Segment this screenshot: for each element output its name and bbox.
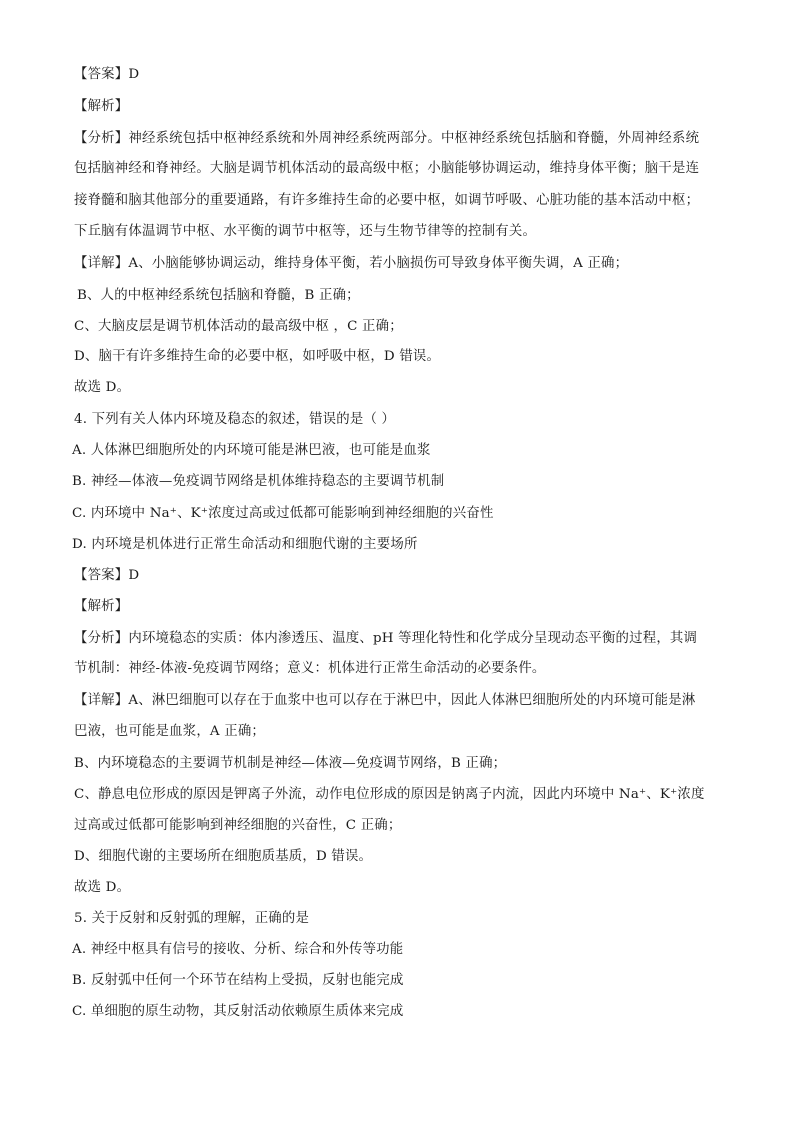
question-4-option-a: A. 人体淋巴细胞所处的内环境可能是淋巴液，也可能是血浆 — [72, 443, 431, 458]
conclusion-line: 故选 D。 — [74, 880, 131, 895]
detail-text-line: C、静息电位形成的原因是钾离子外流，动作电位形成的原因是钠离子内流，因此内环境中 Na⁺、K⁺浓度 — [74, 787, 705, 802]
detail-text-line: C、大脑皮层是调节机体活动的最高级中枢 ，C 正确； — [74, 319, 403, 334]
analysis-text-line: 【分析】神经系统包括中枢神经系统和外周神经系统两部分。中枢神经系统包括脑和脊髓，外周神经系统 — [74, 131, 700, 146]
question-4-option-d: D. 内环境是机体进行正常生命活动和细胞代谢的主要场所 — [72, 537, 418, 552]
analysis-text-line: 下丘脑有体温调节中枢、水平衡的调节中枢等，还与生物节律等的控制有关。 — [74, 224, 537, 239]
detail-text-line: 巴液，也可能是血浆，A 正确； — [74, 724, 266, 739]
analysis-heading-q3: 【解析】 — [74, 99, 129, 114]
detail-text-line: D、脑干有许多维持生命的必要中枢，如呼吸中枢，D 错误。 — [74, 349, 441, 364]
detail-text-line: 过高或过低都可能影响到神经细胞的兴奋性，C 正确； — [74, 818, 402, 833]
detail-text-line: 【详解】A、小脑能够协调运动，维持身体平衡，若小脑损伤可导致身体平衡失调，A 正确； — [74, 256, 629, 271]
conclusion-line: 故选 D。 — [74, 380, 131, 395]
question-5-option-a: A. 神经中枢具有信号的接收、分析、综合和外传等功能 — [72, 942, 404, 957]
question-4-option-c: C. 内环境中 Na⁺、K⁺浓度过高或过低都可能影响到神经细胞的兴奋性 — [72, 506, 494, 521]
analysis-text-line: 节机制：神经-体液-免疫调节网络；意义：机体进行正常生命活动的必要条件。 — [74, 661, 546, 676]
question-5-option-b: B. 反射弧中任何一个环节在结构上受损，反射也能完成 — [72, 973, 404, 988]
detail-text-line: B、人的中枢神经系统包括脑和脊髓，B 正确； — [77, 288, 360, 303]
answer-label-q4: 【答案】D — [74, 568, 140, 583]
question-5-option-c: C. 单细胞的原生动物，其反射活动依赖原生质体来完成 — [72, 1004, 404, 1019]
detail-text-line: D、细胞代谢的主要场所在细胞质基质，D 错误。 — [74, 849, 373, 864]
analysis-text-line: 【分析】内环境稳态的实质：体内渗透压、温度、pH 等理化特性和化学成分呈现动态平衡的过程，其调 — [74, 631, 698, 646]
question-5-stem: 5. 关于反射和反射弧的理解，正确的是 — [74, 911, 310, 926]
analysis-heading-q4: 【解析】 — [74, 599, 129, 614]
detail-text-line: B、内环境稳态的主要调节机制是神经—体液—免疫调节网络，B 正确； — [74, 756, 507, 771]
analysis-text-line: 包括脑神经和脊神经。大脑是调节机体活动的最高级中枢；小脑能够协调运动，维持身体平衡；脑干是连 — [74, 161, 700, 176]
detail-text-line: 【详解】A、淋巴细胞可以存在于血浆中也可以存在于淋巴中，因此人体淋巴细胞所处的内环境可能是淋 — [74, 693, 696, 708]
question-4-option-b: B. 神经—体液—免疫调节网络是机体维持稳态的主要调节机制 — [72, 474, 445, 489]
analysis-text-line: 接脊髓和脑其他部分的重要通路，有许多维持生命的必要中枢，如调节呼吸、心脏功能的基本活动中枢； — [74, 193, 700, 208]
answer-label-q3: 【答案】D — [74, 67, 140, 82]
question-4-stem: 4. 下列有关人体内环境及稳态的叙述，错误的是（ ） — [74, 412, 396, 427]
